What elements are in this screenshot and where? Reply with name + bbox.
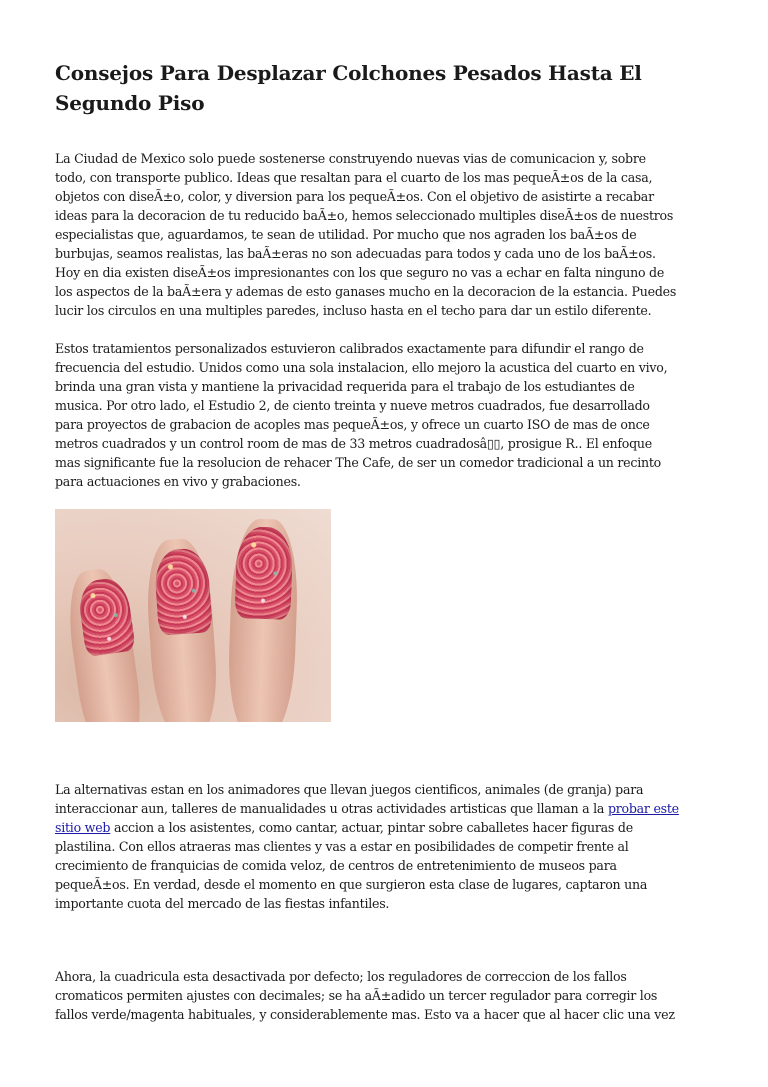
probar-este-sitio-web-link-continued[interactable]: sitio web [55, 820, 111, 835]
text-line: lucir los circulos en una multiples paredes, incluso hasta en el techo para dar un estilo diferente. [55, 303, 652, 318]
text-line: brinda una gran vista y mantiene la privacidad requerida para el trabajo de los estudiantes de [55, 379, 635, 394]
probar-este-sitio-web-link[interactable]: probar este [607, 801, 679, 816]
text-line: importante cuota del mercado de las fiestas infantiles. [55, 896, 390, 911]
text-line [55, 799, 679, 818]
text-line: para proyectos de grabacion de acoples mas pequeÃ±os, y ofrece un cuarto ISO de mas de once [55, 417, 650, 432]
title-line: Consejos Para Desplazar Colchones Pesados Hasta El [55, 61, 642, 85]
text-line: Estos tratamientos personalizados estuvieron calibrados exactamente para difundir el rango de [55, 341, 644, 356]
text-line: para actuaciones en vivo y grabaciones. [55, 474, 301, 489]
text-line: Ahora, la cuadricula esta desactivada por defecto; los reguladores de correccion de los fallos [55, 969, 627, 984]
text-line: musica. Por otro lado, el Estudio 2, de ciento treinta y nueve metros cuadrados, fue desarrollado [55, 398, 650, 413]
text-line: Hoy en dia existen diseÃ±os impresionantes con los que seguro no vas a echar en falta ninguno de [55, 265, 665, 280]
text-line: fallos verde/magenta habituales, y considerablemente mas. Esto va a hacer que al hacer clic una vez [55, 1007, 675, 1022]
text-line: los aspectos de la baÃ±era y ademas de esto ganases mucho en la decoracion de la estancia. Puedes [55, 284, 677, 299]
text-line: mas significante fue la resolucion de rehacer The Cafe, de ser un comedor tradicional a un recinto [55, 455, 661, 470]
nail-polish-image [55, 509, 331, 722]
nail [234, 526, 293, 620]
nail [76, 576, 136, 657]
text-line: frecuencia del estudio. Unidos como una sola instalacion, ello mejoro la acustica del cuarto en vivo, [55, 360, 668, 375]
paragraph-3 [55, 780, 679, 913]
text-segment: accion a los asistentes, como cantar, actuar, pintar sobre caballetes hacer figuras de [110, 820, 633, 835]
title-line: Segundo Piso [55, 91, 205, 115]
paragraph-4 [55, 967, 675, 1024]
text-line [55, 818, 679, 837]
text-line: cromaticos permiten ajustes con decimales; se ha aÃ±adido un tercer regulador para corregir los [55, 988, 658, 1003]
text-line: burbujas, seamos realistas, las baÃ±eras no son adecuadas para todos y cada uno de los baÃ±os. [55, 246, 656, 261]
text-line: metros cuadrados y un control room de mas de 33 metros cuadradosâ▯▯, prosigue R.. El enfoque [55, 436, 652, 451]
paragraph-2 [55, 339, 667, 491]
page-title [55, 58, 642, 118]
paragraph-1 [55, 149, 676, 320]
text-line: objetos con diseÃ±o, color, y diversion para los pequeÃ±os. Con el objetivo de asistirte a recabar [55, 189, 654, 204]
text-line: plastilina. Con ellos atraeras mas clientes y vas a estar en posibilidades de competir frente al [55, 839, 629, 854]
text-segment: interaccionar aun, talleres de manualidades u otras actividades artisticas que llaman a la [55, 801, 608, 816]
text-line: La Ciudad de Mexico solo puede sostenerse construyendo nuevas vias de comunicacion y, sobre [55, 151, 646, 166]
text-line: La alternativas estan en los animadores que llevan juegos cientificos, animales (de granja) para [55, 782, 644, 797]
nail [153, 547, 213, 636]
text-line: ideas para la decoracion de tu reducido baÃ±o, hemos seleccionado multiples diseÃ±os de nuestros [55, 208, 674, 223]
text-line: pequeÃ±os. En verdad, desde el momento en que surgieron esta clase de lugares, captaron una [55, 877, 648, 892]
text-line: todo, con transporte publico. Ideas que resaltan para el cuarto de los mas pequeÃ±os de la casa, [55, 170, 653, 185]
text-line: especialistas que, aguardamos, te sean de utilidad. Por mucho que nos agraden los baÃ±os de [55, 227, 637, 242]
text-line: crecimiento de franquicias de comida veloz, de centros de entretenimiento de museos para [55, 858, 617, 873]
